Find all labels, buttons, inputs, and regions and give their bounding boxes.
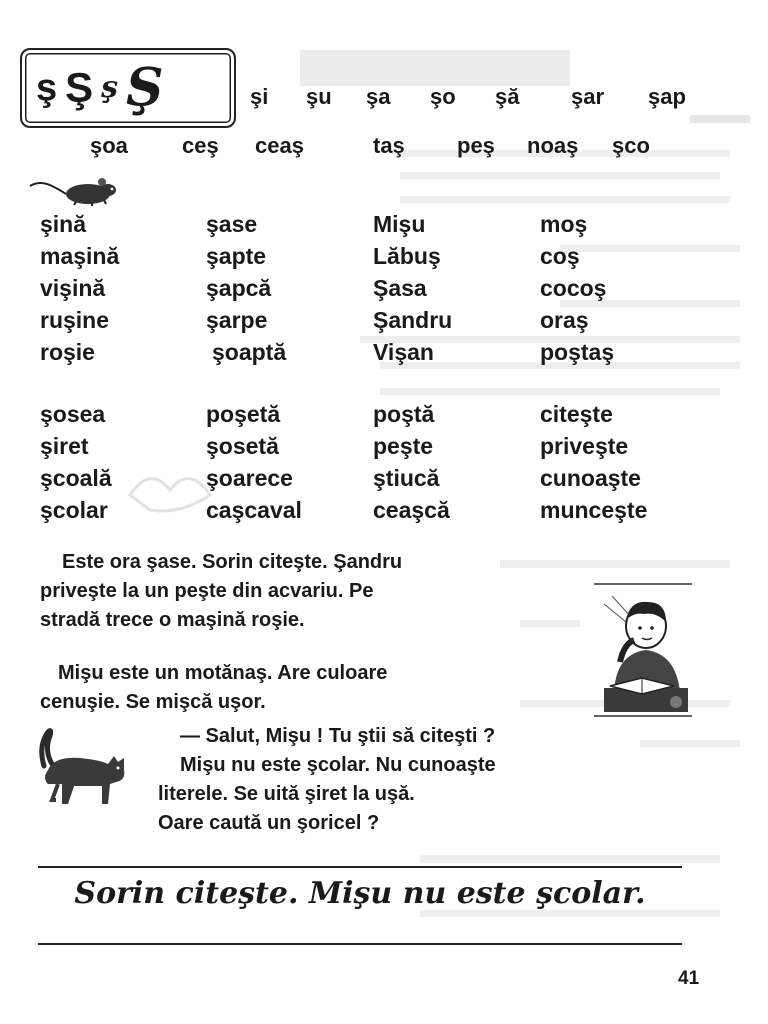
word: coş [540, 243, 580, 269]
word: şase [206, 211, 258, 237]
dialogue-line: — Salut, Mişu ! Tu ştii să citeşti ? [180, 725, 496, 747]
word: munceşte [540, 497, 648, 523]
word-column [540, 398, 647, 526]
script-sentence: Sorin citeşte. Mişu nu este şcolar. [74, 876, 646, 911]
syllable: şi [250, 84, 269, 109]
page-number: 41 [678, 968, 700, 989]
word-column [373, 398, 450, 526]
syllable: peş [457, 133, 495, 158]
syllable: şco [612, 133, 650, 158]
syllable: şa [366, 84, 391, 109]
script-lowercase-s-cedilla: ş [101, 70, 119, 105]
word: şină [40, 211, 87, 237]
mouse-illustration [26, 172, 122, 206]
dialogue-line: literele. Se uită şiret la uşă. [158, 783, 415, 805]
word: şcolar [40, 497, 108, 523]
letter-box [20, 48, 236, 128]
word: şiret [40, 433, 89, 459]
word: Şasa [373, 275, 427, 301]
word: cunoaşte [540, 465, 641, 491]
syllable: şoa [90, 133, 128, 158]
word-column [40, 398, 112, 526]
word-column [373, 208, 452, 368]
word: poştă [373, 401, 435, 427]
cat-illustration [34, 726, 130, 808]
word: şosea [40, 401, 106, 427]
paragraph-line: Este ora şase. Sorin citeşte. Şandru [62, 551, 403, 573]
word: şapcă [206, 275, 272, 301]
reading-paragraph-2 [40, 659, 387, 717]
word: moş [540, 211, 588, 237]
script-uppercase-s-cedilla: Ş [126, 57, 164, 118]
word: şoaptă [212, 339, 287, 365]
word: vişină [40, 275, 106, 301]
syllable: ceaş [255, 133, 304, 158]
boy-reading-illustration [594, 582, 694, 718]
print-lowercase-s-cedilla: ş [36, 67, 58, 109]
word: Mişu [373, 211, 426, 237]
word: peşte [373, 433, 434, 459]
word: ştiucă [373, 465, 440, 491]
word: şapte [206, 243, 267, 269]
word: poştaş [540, 339, 615, 365]
dialogue-block [154, 722, 496, 838]
word-column [540, 208, 614, 368]
word: şarpe [206, 307, 268, 333]
word: cocoş [540, 275, 607, 301]
paragraph-line: Mişu este un motănaş. Are culoare [58, 662, 388, 684]
dialogue-line: Mişu nu este şcolar. Nu cunoaşte [180, 754, 496, 776]
word: poşetă [206, 401, 281, 427]
word: şosetă [206, 433, 279, 459]
paragraph-line: priveşte la un peşte din acvariu. Pe [40, 580, 374, 602]
top-writing-rule [38, 866, 682, 868]
word: Şandru [373, 307, 453, 333]
word: roşie [40, 339, 95, 365]
paragraph-line: cenuşie. Se mişcă uşor. [40, 691, 266, 713]
word: caşcaval [206, 497, 302, 523]
word: şcoală [40, 465, 112, 491]
word-column [206, 208, 286, 368]
word: ceaşcă [373, 497, 450, 523]
bottom-writing-rule [38, 943, 682, 945]
word: maşină [40, 243, 120, 269]
syllable: taş [373, 133, 405, 158]
syllable: şap [648, 84, 686, 109]
word: Vişan [373, 339, 434, 365]
word: şoarece [206, 465, 293, 491]
syllable: şu [306, 84, 332, 109]
syllable: ceş [182, 133, 219, 158]
word: priveşte [540, 433, 629, 459]
syllable: şar [571, 84, 605, 109]
reading-paragraph-1 [40, 548, 402, 635]
word-column [40, 208, 119, 368]
word: oraş [540, 307, 589, 333]
word: Lăbuş [373, 243, 441, 269]
print-uppercase-s-cedilla: Ş [65, 64, 94, 111]
syllable: noaş [527, 133, 579, 158]
word: ruşine [40, 307, 110, 333]
paragraph-line: stradă trece o maşină roşie. [40, 609, 305, 631]
word-column [206, 398, 302, 526]
dialogue-line: Oare caută un şoricel ? [158, 812, 380, 834]
syllable: şă [495, 84, 520, 109]
syllable: şo [430, 84, 456, 109]
word: citeşte [540, 401, 613, 427]
